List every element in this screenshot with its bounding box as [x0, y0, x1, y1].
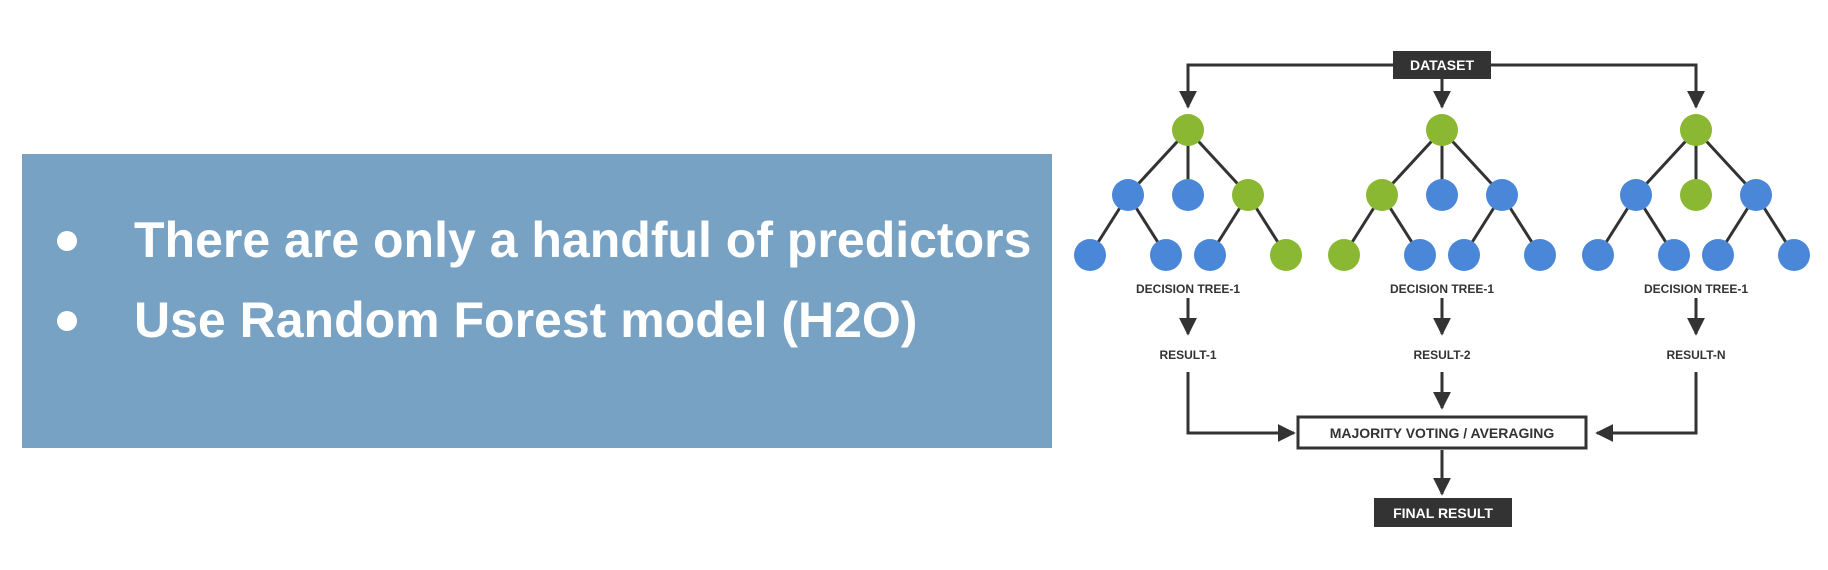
bullet-dot-icon [57, 231, 77, 251]
tree-node-green [1328, 239, 1360, 271]
tree-node-blue [1582, 239, 1614, 271]
tree-node-green [1366, 179, 1398, 211]
dataset-label: DATASET [1409, 57, 1475, 73]
dataset-arrow-right [1491, 65, 1696, 107]
bullet-text: Use Random Forest model (H2O) [134, 292, 918, 348]
voting-label: MAJORITY VOTING / AVERAGING [1329, 425, 1555, 441]
result-label: RESULT-2 [1413, 348, 1471, 362]
tree-node-blue [1658, 239, 1690, 271]
result-label: RESULT-N [1666, 348, 1726, 362]
tree-node-blue [1112, 179, 1144, 211]
result-n-to-voting-arrow [1597, 372, 1696, 433]
tree-node-blue [1740, 179, 1772, 211]
final-result-label: FINAL RESULT [1393, 505, 1493, 521]
tree-node-blue [1404, 239, 1436, 271]
tree-node-green [1172, 114, 1204, 146]
tree-node-blue [1448, 239, 1480, 271]
tree-node-blue [1486, 179, 1518, 211]
bullet-item [50, 280, 1031, 360]
trees-group [1074, 114, 1810, 362]
result-1-to-voting-arrow [1188, 372, 1294, 433]
decision-tree-1 [1074, 114, 1302, 362]
tree-node-blue [1074, 239, 1106, 271]
tree-node-blue [1620, 179, 1652, 211]
tree-node-blue [1524, 239, 1556, 271]
random-forest-diagram [1070, 40, 1820, 540]
tree-label: DECISION TREE-1 [1643, 282, 1749, 296]
tree-node-green [1232, 179, 1264, 211]
tree-label: DECISION TREE-1 [1135, 282, 1241, 296]
tree-node-blue [1172, 179, 1204, 211]
tree-node-blue [1778, 239, 1810, 271]
dataset-arrow-left [1188, 65, 1393, 107]
tree-node-blue [1702, 239, 1734, 271]
decision-tree-3 [1582, 114, 1810, 362]
bullet-list [50, 200, 1031, 360]
tree-node-blue [1426, 179, 1458, 211]
tree-node-green [1270, 239, 1302, 271]
bullet-item [50, 200, 1031, 280]
bullet-text: There are only a handful of predictors [134, 212, 1032, 268]
tree-node-green [1680, 179, 1712, 211]
bullet-dot-icon [57, 311, 77, 331]
tree-node-green [1426, 114, 1458, 146]
tree-node-blue [1150, 239, 1182, 271]
tree-node-green [1680, 114, 1712, 146]
result-label: RESULT-1 [1159, 348, 1217, 362]
tree-node-blue [1194, 239, 1226, 271]
decision-tree-2 [1328, 114, 1556, 362]
tree-label: DECISION TREE-1 [1389, 282, 1495, 296]
